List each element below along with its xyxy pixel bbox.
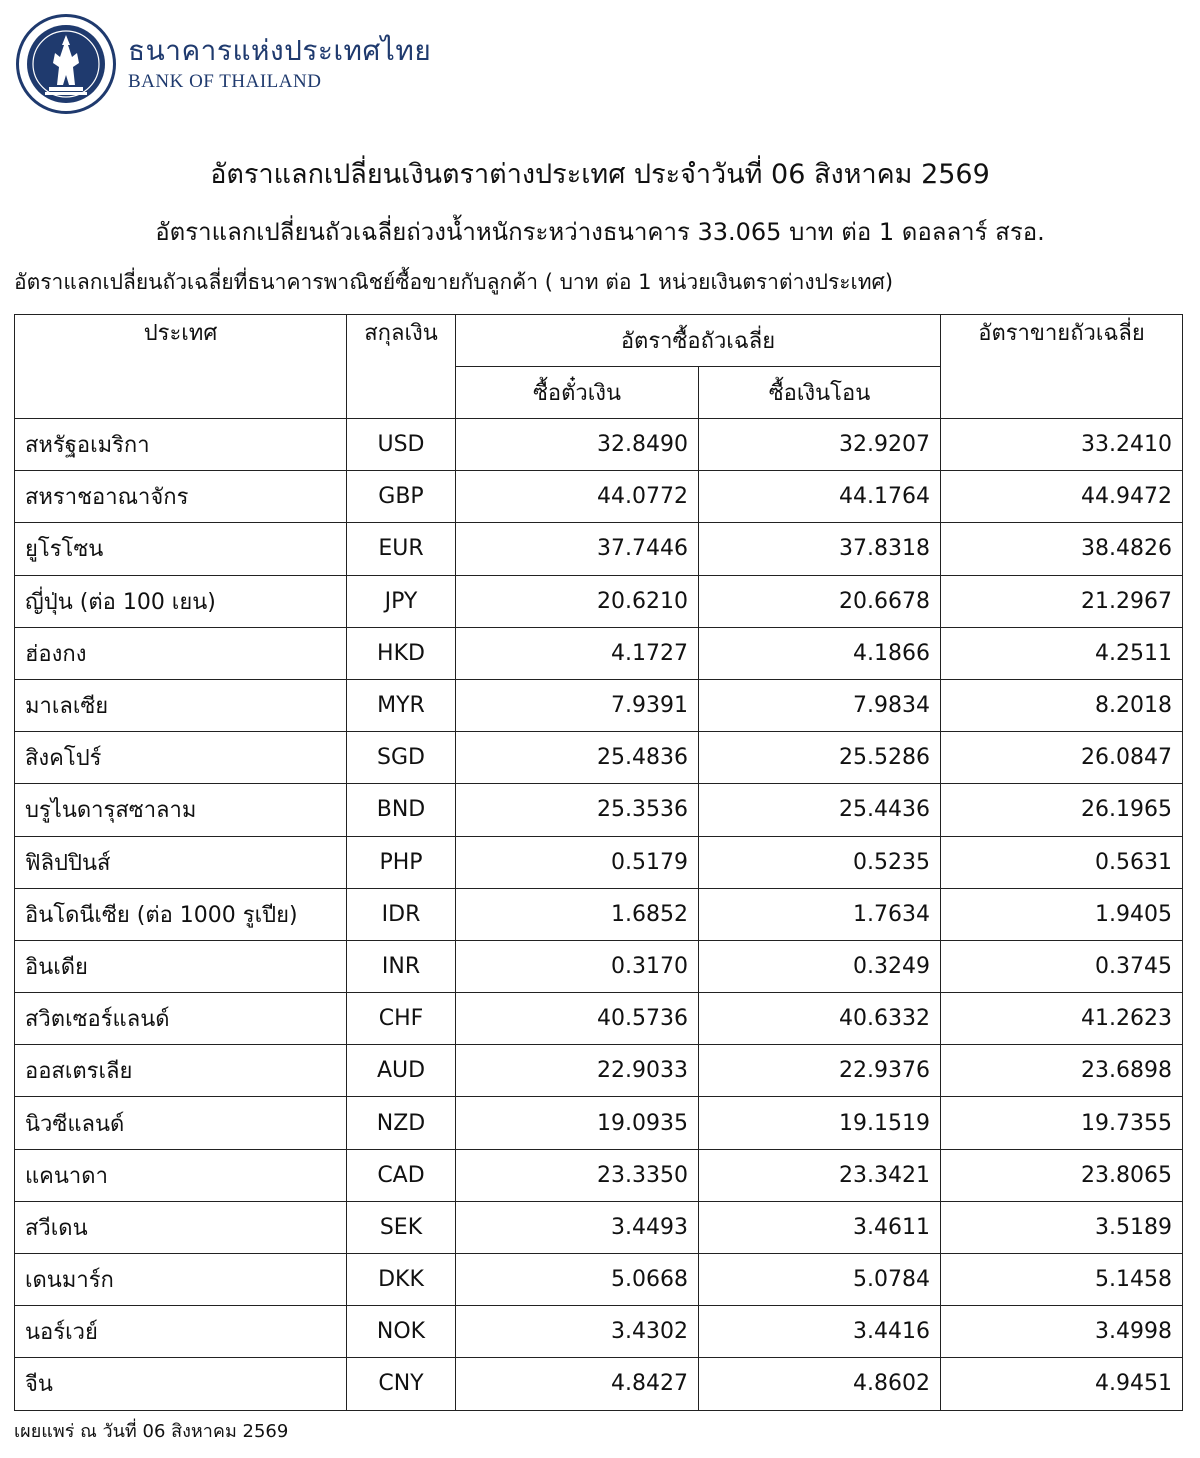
table-row: [15, 523, 1183, 575]
currency-code-cell: AUD: [347, 1045, 456, 1097]
header-sell-average: อัตราขายถัวเฉลี่ย: [941, 315, 1183, 419]
table-row: [15, 993, 1183, 1045]
currency-code-cell: MYR: [347, 679, 456, 731]
sell-rate-cell: 8.2018: [941, 679, 1183, 731]
currency-code-cell: BND: [347, 784, 456, 836]
sell-rate-cell: 4.2511: [941, 627, 1183, 679]
currency-code-cell: NOK: [347, 1306, 456, 1358]
buy-cash-cell: 20.6210: [456, 575, 699, 627]
buy-transfer-cell: 25.4436: [699, 784, 941, 836]
buy-transfer-cell: 3.4416: [699, 1306, 941, 1358]
country-cell: ฮ่องกง: [15, 627, 347, 679]
sell-rate-cell: 44.9472: [941, 471, 1183, 523]
buy-transfer-cell: 0.3249: [699, 940, 941, 992]
published-date: เผยแพร่ ณ วันที่ 06 สิงหาคม 2569: [14, 1421, 289, 1442]
table-row: [15, 471, 1183, 523]
buy-cash-cell: 3.4493: [456, 1201, 699, 1253]
country-cell: สหรัฐอเมริกา: [15, 419, 347, 471]
sell-rate-cell: 26.0847: [941, 732, 1183, 784]
country-cell: ออสเตรเลีย: [15, 1045, 347, 1097]
currency-code-cell: USD: [347, 419, 456, 471]
header-country: ประเทศ: [15, 315, 347, 419]
table-row: [15, 1306, 1183, 1358]
buy-cash-cell: 40.5736: [456, 993, 699, 1045]
country-cell: จีน: [15, 1358, 347, 1410]
country-cell: เดนมาร์ก: [15, 1254, 347, 1306]
buy-transfer-cell: 23.3421: [699, 1149, 941, 1201]
buy-cash-cell: 0.5179: [456, 836, 699, 888]
buy-cash-cell: 4.8427: [456, 1358, 699, 1410]
buy-cash-cell: 3.4302: [456, 1306, 699, 1358]
currency-code-cell: JPY: [347, 575, 456, 627]
country-cell: ยูโรโซน: [15, 523, 347, 575]
sell-rate-cell: 23.8065: [941, 1149, 1183, 1201]
header-buy-average: อัตราซื้อถัวเฉลี่ย: [456, 315, 941, 367]
currency-code-cell: INR: [347, 940, 456, 992]
currency-code-cell: PHP: [347, 836, 456, 888]
buy-transfer-cell: 20.6678: [699, 575, 941, 627]
sell-rate-cell: 4.9451: [941, 1358, 1183, 1410]
country-cell: บรูไนดารุสซาลาม: [15, 784, 347, 836]
table-row: [15, 1358, 1183, 1410]
country-cell: อินโดนีเซีย (ต่อ 1000 รูเปีย): [15, 888, 347, 940]
currency-code-cell: HKD: [347, 627, 456, 679]
bank-name-thai: ธนาคารแห่งประเทศไทย: [128, 33, 432, 67]
sell-rate-cell: 0.3745: [941, 940, 1183, 992]
currency-code-cell: NZD: [347, 1097, 456, 1149]
header-currency: สกุลเงิน: [347, 315, 456, 419]
buy-cash-cell: 25.3536: [456, 784, 699, 836]
buy-cash-cell: 5.0668: [456, 1254, 699, 1306]
currency-code-cell: IDR: [347, 888, 456, 940]
garuda-emblem-icon: [25, 23, 107, 105]
bank-name-english: BANK OF THAILAND: [128, 71, 322, 93]
table-row: [15, 940, 1183, 992]
currency-code-cell: CHF: [347, 993, 456, 1045]
buy-transfer-cell: 19.1519: [699, 1097, 941, 1149]
buy-cash-cell: 37.7446: [456, 523, 699, 575]
buy-transfer-cell: 5.0784: [699, 1254, 941, 1306]
table-row: [15, 732, 1183, 784]
country-cell: สวีเดน: [15, 1201, 347, 1253]
currency-code-cell: EUR: [347, 523, 456, 575]
rate-rows: [15, 419, 1183, 1411]
buy-transfer-cell: 4.1866: [699, 627, 941, 679]
header-buy-cash: ซื้อตั๋วเงิน: [456, 367, 699, 419]
buy-cash-cell: 4.1727: [456, 627, 699, 679]
sell-rate-cell: 19.7355: [941, 1097, 1183, 1149]
currency-code-cell: CNY: [347, 1358, 456, 1410]
rate-note: อัตราแลกเปลี่ยนถัวเฉลี่ยที่ธนาคารพาณิชย์ซื้อขายกับลูกค้า ( บาท ต่อ 1 หน่วยเงินตราต่างประเทศ): [14, 270, 894, 294]
table-row: [15, 1254, 1183, 1306]
buy-transfer-cell: 4.8602: [699, 1358, 941, 1410]
table-row: [15, 1201, 1183, 1253]
country-cell: สหราชอาณาจักร: [15, 471, 347, 523]
buy-cash-cell: 22.9033: [456, 1045, 699, 1097]
sell-rate-cell: 23.6898: [941, 1045, 1183, 1097]
sell-rate-cell: 21.2967: [941, 575, 1183, 627]
sell-rate-cell: 41.2623: [941, 993, 1183, 1045]
table-row: [15, 419, 1183, 471]
table-row: [15, 1097, 1183, 1149]
table-row: [15, 1149, 1183, 1201]
buy-transfer-cell: 40.6332: [699, 993, 941, 1045]
country-cell: แคนาดา: [15, 1149, 347, 1201]
buy-transfer-cell: 22.9376: [699, 1045, 941, 1097]
sell-rate-cell: 38.4826: [941, 523, 1183, 575]
country-cell: นิวซีแลนด์: [15, 1097, 347, 1149]
country-cell: สิงคโปร์: [15, 732, 347, 784]
country-cell: นอร์เวย์: [15, 1306, 347, 1358]
sell-rate-cell: 3.4998: [941, 1306, 1183, 1358]
table-row: [15, 627, 1183, 679]
sell-rate-cell: 26.1965: [941, 784, 1183, 836]
currency-code-cell: SEK: [347, 1201, 456, 1253]
page-title: อัตราแลกเปลี่ยนเงินตราต่างประเทศ ประจำวันที่ 06 สิงหาคม 2569: [210, 159, 990, 190]
buy-transfer-cell: 44.1764: [699, 471, 941, 523]
buy-transfer-cell: 32.9207: [699, 419, 941, 471]
country-cell: มาเลเซีย: [15, 679, 347, 731]
sell-rate-cell: 33.2410: [941, 419, 1183, 471]
page-subtitle: อัตราแลกเปลี่ยนถัวเฉลี่ยถ่วงน้ำหนักระหว่างธนาคาร 33.065 บาท ต่อ 1 ดอลลาร์ สรอ.: [155, 218, 1045, 246]
buy-transfer-cell: 3.4611: [699, 1201, 941, 1253]
buy-transfer-cell: 7.9834: [699, 679, 941, 731]
currency-code-cell: CAD: [347, 1149, 456, 1201]
buy-cash-cell: 7.9391: [456, 679, 699, 731]
buy-cash-cell: 23.3350: [456, 1149, 699, 1201]
table-row: [15, 784, 1183, 836]
sell-rate-cell: 1.9405: [941, 888, 1183, 940]
country-cell: ฟิลิปปินส์: [15, 836, 347, 888]
table-row: [15, 836, 1183, 888]
buy-cash-cell: 32.8490: [456, 419, 699, 471]
country-cell: อินเดีย: [15, 940, 347, 992]
table-row: [15, 679, 1183, 731]
buy-transfer-cell: 25.5286: [699, 732, 941, 784]
header: [16, 10, 431, 118]
country-cell: สวิตเซอร์แลนด์: [15, 993, 347, 1045]
currency-code-cell: SGD: [347, 732, 456, 784]
buy-cash-cell: 44.0772: [456, 471, 699, 523]
buy-transfer-cell: 37.8318: [699, 523, 941, 575]
buy-transfer-cell: 0.5235: [699, 836, 941, 888]
sell-rate-cell: 0.5631: [941, 836, 1183, 888]
table-row: [15, 575, 1183, 627]
sell-rate-cell: 3.5189: [941, 1201, 1183, 1253]
buy-cash-cell: 1.6852: [456, 888, 699, 940]
sell-rate-cell: 5.1458: [941, 1254, 1183, 1306]
buy-cash-cell: 25.4836: [456, 732, 699, 784]
exchange-rate-table: [14, 314, 1183, 1411]
buy-cash-cell: 19.0935: [456, 1097, 699, 1149]
country-cell: ญี่ปุ่น (ต่อ 100 เยน): [15, 575, 347, 627]
currency-code-cell: DKK: [347, 1254, 456, 1306]
header-buy-transfer: ซื้อเงินโอน: [699, 367, 941, 419]
buy-cash-cell: 0.3170: [456, 940, 699, 992]
currency-code-cell: GBP: [347, 471, 456, 523]
buy-transfer-cell: 1.7634: [699, 888, 941, 940]
table-row: [15, 1045, 1183, 1097]
bank-seal-logo: [16, 14, 116, 114]
table-row: [15, 888, 1183, 940]
